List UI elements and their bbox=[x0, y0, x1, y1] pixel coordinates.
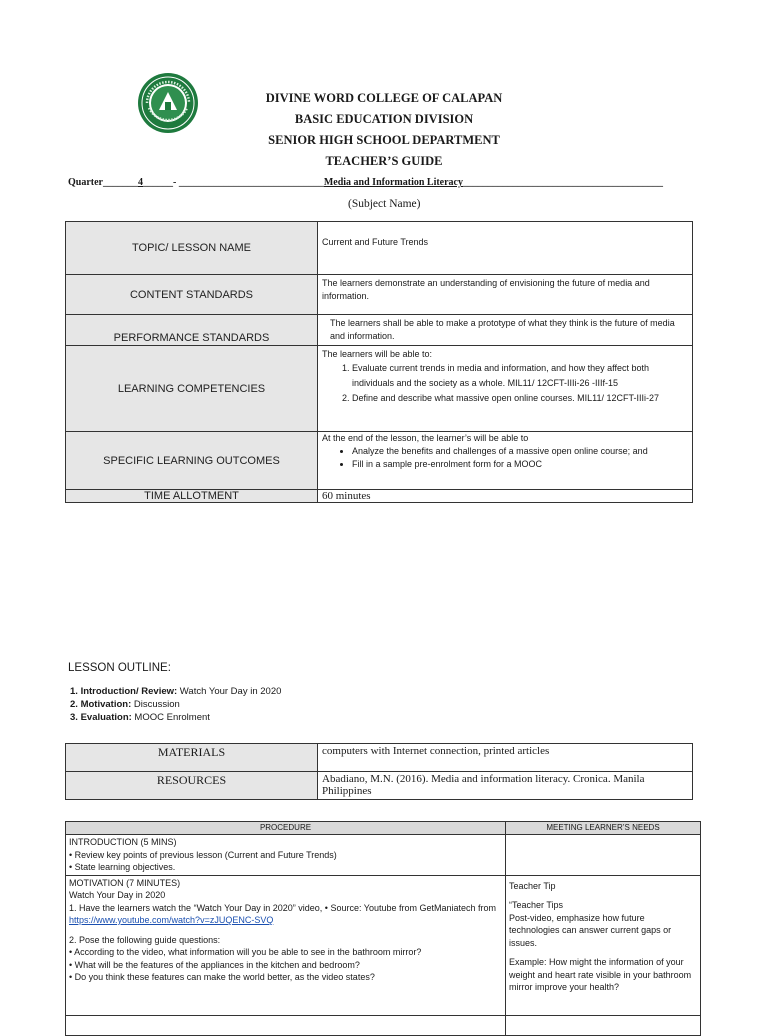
introduction-cell: INTRODUCTION (5 MINS) • Review key points of previous lesson (Current and Future Trends) • State learning objectives. bbox=[66, 835, 506, 876]
content-standards-value: The learners demonstrate an understanding of envisioning the future of media and information. bbox=[318, 275, 693, 315]
topic-label: TOPIC/ LESSON NAME bbox=[66, 222, 318, 275]
list-item: • Analyze the benefits and challenges of a massive open online course; and bbox=[352, 445, 688, 457]
procedure-column-header: PROCEDURE bbox=[66, 822, 506, 835]
table-row bbox=[506, 1015, 701, 1035]
performance-standards-label: PERFORMANCE STANDARDS bbox=[66, 315, 318, 346]
materials-value: computers with Internet connection, printed articles bbox=[318, 744, 693, 772]
materials-table bbox=[65, 743, 693, 800]
list-item: • Fill in a sample pre-enrolment form for a MOOC bbox=[352, 457, 688, 472]
list-item: 1. Evaluate current trends in media and information, and how they affect both individuals and the society as a whole. MIL11/ 12CFT-IIIi-26 -IIIf-15 bbox=[352, 361, 688, 391]
division-name: BASIC EDUCATION DIVISION bbox=[294, 112, 474, 126]
learning-competencies-label: LEARNING COMPETENCIES bbox=[66, 346, 318, 432]
introduction-needs-cell bbox=[506, 835, 701, 876]
time-allotment-label: TIME ALLOTMENT bbox=[66, 490, 318, 503]
procedure-table bbox=[65, 821, 701, 1036]
quarter-line: Quarter_______4______- _____________________________Media and Information Literacy________________________________________ bbox=[68, 177, 663, 188]
performance-standards-value: The learners shall be able to make a prototype of what they think is the future of media and information. bbox=[318, 315, 693, 346]
list-item: 2. Define and describe what massive open online courses. MIL11/ 12CFT-IIIi-27 bbox=[352, 391, 688, 406]
time-allotment-value: 60 minutes bbox=[318, 490, 693, 503]
specific-learning-outcomes-label: SPECIFIC LEARNING OUTCOMES bbox=[66, 432, 318, 490]
video-link[interactable]: https://www.youtube.com/watch?v=zJUQENC-SVQ bbox=[69, 915, 274, 925]
subject-name-value: Media and Information Literacy bbox=[323, 177, 463, 188]
list-item: 3. Evaluation: MOOC Enrolment bbox=[70, 712, 210, 723]
quarter-value: 4 bbox=[138, 177, 143, 188]
materials-label: MATERIALS bbox=[66, 744, 318, 772]
subject-name-caption: (Subject Name) bbox=[348, 198, 421, 210]
lesson-outline-title: LESSON OUTLINE: bbox=[68, 662, 171, 674]
resources-label: RESOURCES bbox=[66, 772, 318, 800]
learning-competencies-value: The learners will be able to: 1. Evaluate current trends in media and information, and how they affect both individuals and the society as a whole. MIL11/ 12CFT-IIIi-26 -IIIf-15 2. Define and describe what massive open online courses. MIL11/ 12CFT-IIIi-27 bbox=[318, 346, 693, 432]
table-row bbox=[66, 1015, 506, 1035]
teacher-tip-title: Teacher Tip bbox=[509, 880, 556, 891]
teacher-tip-cell: Teacher Tip “Teacher Tips Post-video, emphasize how future technologies can answer current gaps or issues. Example: How might the information of your weight and heart rate visible in your bathroom mirror improve your health? bbox=[506, 875, 701, 1015]
document-title: TEACHER’S GUIDE bbox=[325, 154, 443, 168]
motivation-cell: MOTIVATION (7 MINUTES) Watch Your Day in 2020 1. Have the learners watch the “Watch Your Day in 2020” video, • Source: Youtube from GetManiatech from https://www.youtube.com/watch?v=zJUQENC-SVQ 2. Pose the following guide questions: • According to the video, what information will you be able to see in the bathroom mirror? • What will be the features of the appliances in the kitchen and bedroom? • Do you think these features can make the world better, as the video states? bbox=[66, 875, 506, 1015]
department-name: SENIOR HIGH SCHOOL DEPARTMENT bbox=[268, 133, 500, 147]
college-name: DIVINE WORD COLLEGE OF CALAPAN bbox=[265, 91, 503, 105]
specific-learning-outcomes-value: At the end of the lesson, the learner’s will be able to • Analyze the benefits and challenges of a massive open online course; and • Fill in a sample pre-enrolment form for a MOOC bbox=[318, 432, 693, 490]
lesson-outline-list bbox=[70, 685, 281, 724]
topic-value: Current and Future Trends bbox=[318, 222, 693, 275]
resources-value: Abadiano, M.N. (2016). Media and information literacy. Cronica. Manila Philippines bbox=[318, 772, 693, 800]
list-item: 1. Introduction/ Review: Watch Your Day in 2020 bbox=[70, 686, 282, 697]
content-standards-label: CONTENT STANDARDS bbox=[66, 275, 318, 315]
list-item: 2. Motivation: Discussion bbox=[70, 699, 180, 710]
lesson-info-table bbox=[65, 221, 693, 503]
learner-needs-column-header: MEETING LEARNER’S NEEDS bbox=[506, 822, 701, 835]
